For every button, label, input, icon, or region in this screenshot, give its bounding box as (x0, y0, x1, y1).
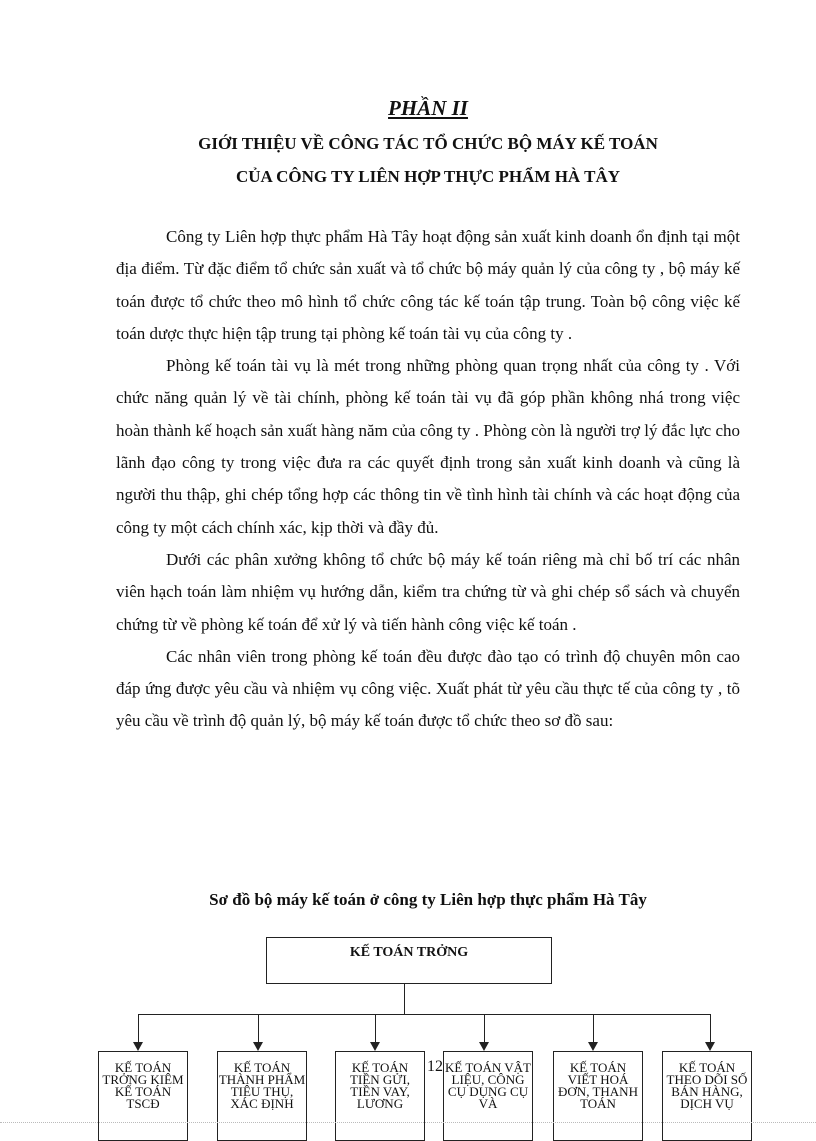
connector-drop (593, 1014, 594, 1042)
connector-drop (138, 1014, 139, 1042)
title-line-2: CỦA CÔNG TY LIÊN HỢP THỰC PHẨM HÀ TÂY (235, 167, 621, 186)
dept-box-invoicing: KẾ TOÁN VIẾT HOÁ ĐƠN, THANH TOÁN (553, 1051, 643, 1141)
paragraph: Dưới các phân xưởng không tổ chức bộ máy kế toán riêng mà chỉ bố trí các nhân viên hạch toán làm nhiệm vụ hướng dẫn, kiểm tra chứng từ và ghi chép sổ sách và chuyển chứng từ về phòng kế toán để xử lý và tiến hành công việc kế toán . (116, 549, 740, 634)
connector-horizontal (138, 1014, 711, 1015)
dept-box-sales-services: KẾ TOÁN THEO DÕI SỐ BÁN HÀNG, DỊCH VỤ (662, 1051, 752, 1141)
arrow-icon (705, 1042, 715, 1051)
paragraph: Công ty Liên hợp thực phẩm Hà Tây hoạt động sản xuất kinh doanh ổn định tại một địa điểm. Từ đặc điểm tổ chức sản xuất và tổ chức bộ máy quản lý của công ty , bộ máy kế toán được tổ chức theo mô hình tổ chức công tác kế toán tập trung. Toàn bộ công việc kế toán dược thực hiện tập trung tại phòng kế toán tài vụ của công ty . (116, 227, 740, 343)
dept-box-finished-goods: KẾ TOÁN THÀNH PHẨM TIÊU THỤ, XÁC ĐỊNH (217, 1051, 307, 1141)
arrow-icon (253, 1042, 263, 1051)
connector-drop (710, 1014, 711, 1042)
page-number: 12 (427, 1058, 443, 1075)
connector-vertical (404, 984, 405, 1014)
paragraph: Phòng kế toán tài vụ là mét trong những phòng quan trọng nhất của công ty . Với chức năng quản lý về tài chính, phòng kế toán tài vụ đã góp phần không nhá trong việc hoàn thành kế hoạch sản xuất hàng năm của công ty . Phòng còn là người trợ lý đắc lực cho lãnh đạo công ty trong việc đưa ra các quyết định trong sản xuất kinh doanh và cũng là người thu thập, ghi chép tổng hợp các thông tin về tình hình tài chính và các hoạt động của công ty một cách chính xác, kịp thời và đầy đủ. (116, 356, 740, 537)
arrow-icon (133, 1042, 143, 1051)
arrow-icon (479, 1042, 489, 1051)
connector-drop (484, 1014, 485, 1042)
connector-drop (375, 1014, 376, 1042)
diagram-caption: Sơ đồ bộ máy kế toán ở công ty Liên hợp thực phẩm Hà Tây (209, 890, 647, 909)
dept-box-deposits-loans: KẾ TOÁN TIỀN GỬI, TIỀN VAY, LƯƠNG (335, 1051, 425, 1141)
body-text (116, 221, 740, 738)
connector-drop (258, 1014, 259, 1042)
part-heading: PHẦN II (388, 96, 468, 120)
chief-accountant-box: KẾ TOÁN TRỞNG (266, 937, 552, 984)
dept-box-fixed-assets: KẾ TOÁN TRỞNG KIÊM KẾ TOÁN TSCĐ (98, 1051, 188, 1141)
arrow-icon (588, 1042, 598, 1051)
title-line-1: GIỚI THIỆU VỀ CÔNG TÁC TỔ CHỨC BỘ MÁY KẾ TOÁN (198, 134, 658, 153)
arrow-icon (370, 1042, 380, 1051)
paragraph: Các nhân viên trong phòng kế toán đều được đào tạo có trình độ chuyên môn cao đáp ứng được yêu cầu và nhiệm vụ công việc. Xuất phát từ yêu cầu thực tế của công ty , tõ yêu cầu về trình độ quản lý, bộ máy kế toán được tổ chức theo sơ đồ sau: (116, 646, 740, 731)
dept-box-materials: KẾ TOÁN VẬT LIỆU, CÔNG CỤ DỤNG CỤ VÀ (443, 1051, 533, 1141)
